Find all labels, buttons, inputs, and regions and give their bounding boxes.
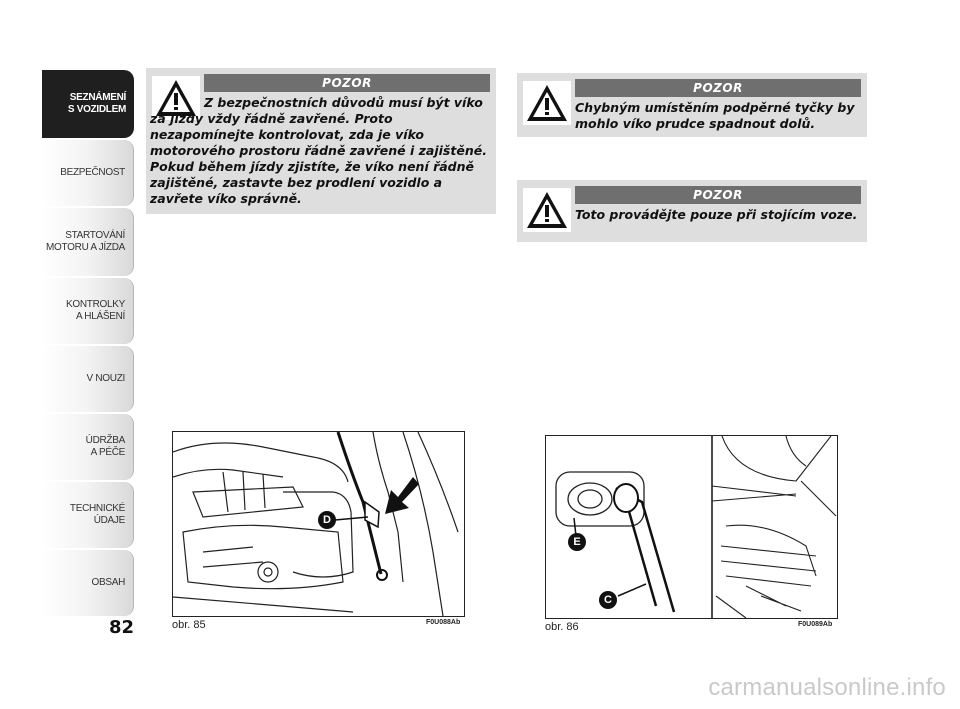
support-rod-illustration <box>546 436 837 618</box>
warning-header: POZOR <box>204 74 490 92</box>
sidebar-tab-bezpecnost[interactable] <box>42 140 134 206</box>
sidebar-tab-v-nouzi[interactable] <box>42 346 134 412</box>
callout-label: E <box>568 533 586 551</box>
sidebar-tab-startovani[interactable] <box>42 208 134 276</box>
sidebar-tab-label: TECHNICKÉ ÚDAJE <box>69 503 125 526</box>
sidebar-tab-label: OBSAH <box>91 577 125 588</box>
warning-text: Toto provádějte pouze při stojícím voze. <box>575 207 858 222</box>
figure-caption: obr. 85 <box>172 619 206 631</box>
warning-box-support-rod <box>517 73 867 137</box>
figure-engine-bay <box>172 431 465 617</box>
callout-label: D <box>318 511 336 529</box>
sidebar-tab-label: SEZNÁMENÍ S VOZIDLEM <box>67 92 126 115</box>
warning-text: Z bezpečnostních důvodů musí být víko za jízdy vždy řádně zavřené. Proto nezapomínejte kontrolovat, zda je víko motorového prostoru řádně zavřené i zajištěné. Pokud během jízdy zjistíte, že víko není řádně zajištěné, zastavte bez prodlení vozidlo a zavřete víko správně. <box>150 95 487 206</box>
warning-box-stationary <box>517 180 867 242</box>
sidebar-tab-label: V NOUZI <box>86 373 125 384</box>
figure-support-rod <box>545 435 838 619</box>
figure-code: F0U088Ab <box>426 619 461 626</box>
sidebar-tab-obsah[interactable] <box>42 550 134 616</box>
warning-header: POZOR <box>575 79 861 97</box>
warning-triangle-icon <box>523 81 571 125</box>
sidebar-tab-kontrolky[interactable] <box>42 278 134 344</box>
sidebar-tab-label: STARTOVÁNÍ MOTORU A JÍZDA <box>46 230 125 253</box>
warning-text: Chybným umístěním podpěrné tyčky by mohlo víko prudce spadnout dolů. <box>575 100 855 131</box>
warning-header: POZOR <box>575 186 861 204</box>
sidebar-tab-technicke[interactable] <box>42 482 134 548</box>
warning-box-hood-closed <box>146 68 496 214</box>
figure-code: F0U089Ab <box>798 621 833 628</box>
warning-triangle-icon <box>523 188 571 232</box>
figure-caption: obr. 86 <box>545 621 579 633</box>
page-number: 82 <box>108 617 134 638</box>
sidebar-tab-label: KONTROLKY A HLÁŠENÍ <box>66 299 125 322</box>
sidebar-tab-udrzba[interactable] <box>42 414 134 480</box>
watermark-text: carmanualsonline.info <box>708 674 946 701</box>
sidebar-tab-label: ÚDRŽBA A PÉČE <box>85 435 125 458</box>
callout-label: C <box>599 591 617 609</box>
sidebar-tab-label: BEZPEČNOST <box>60 167 125 178</box>
sidebar-tab-seznameni[interactable] <box>42 70 134 138</box>
